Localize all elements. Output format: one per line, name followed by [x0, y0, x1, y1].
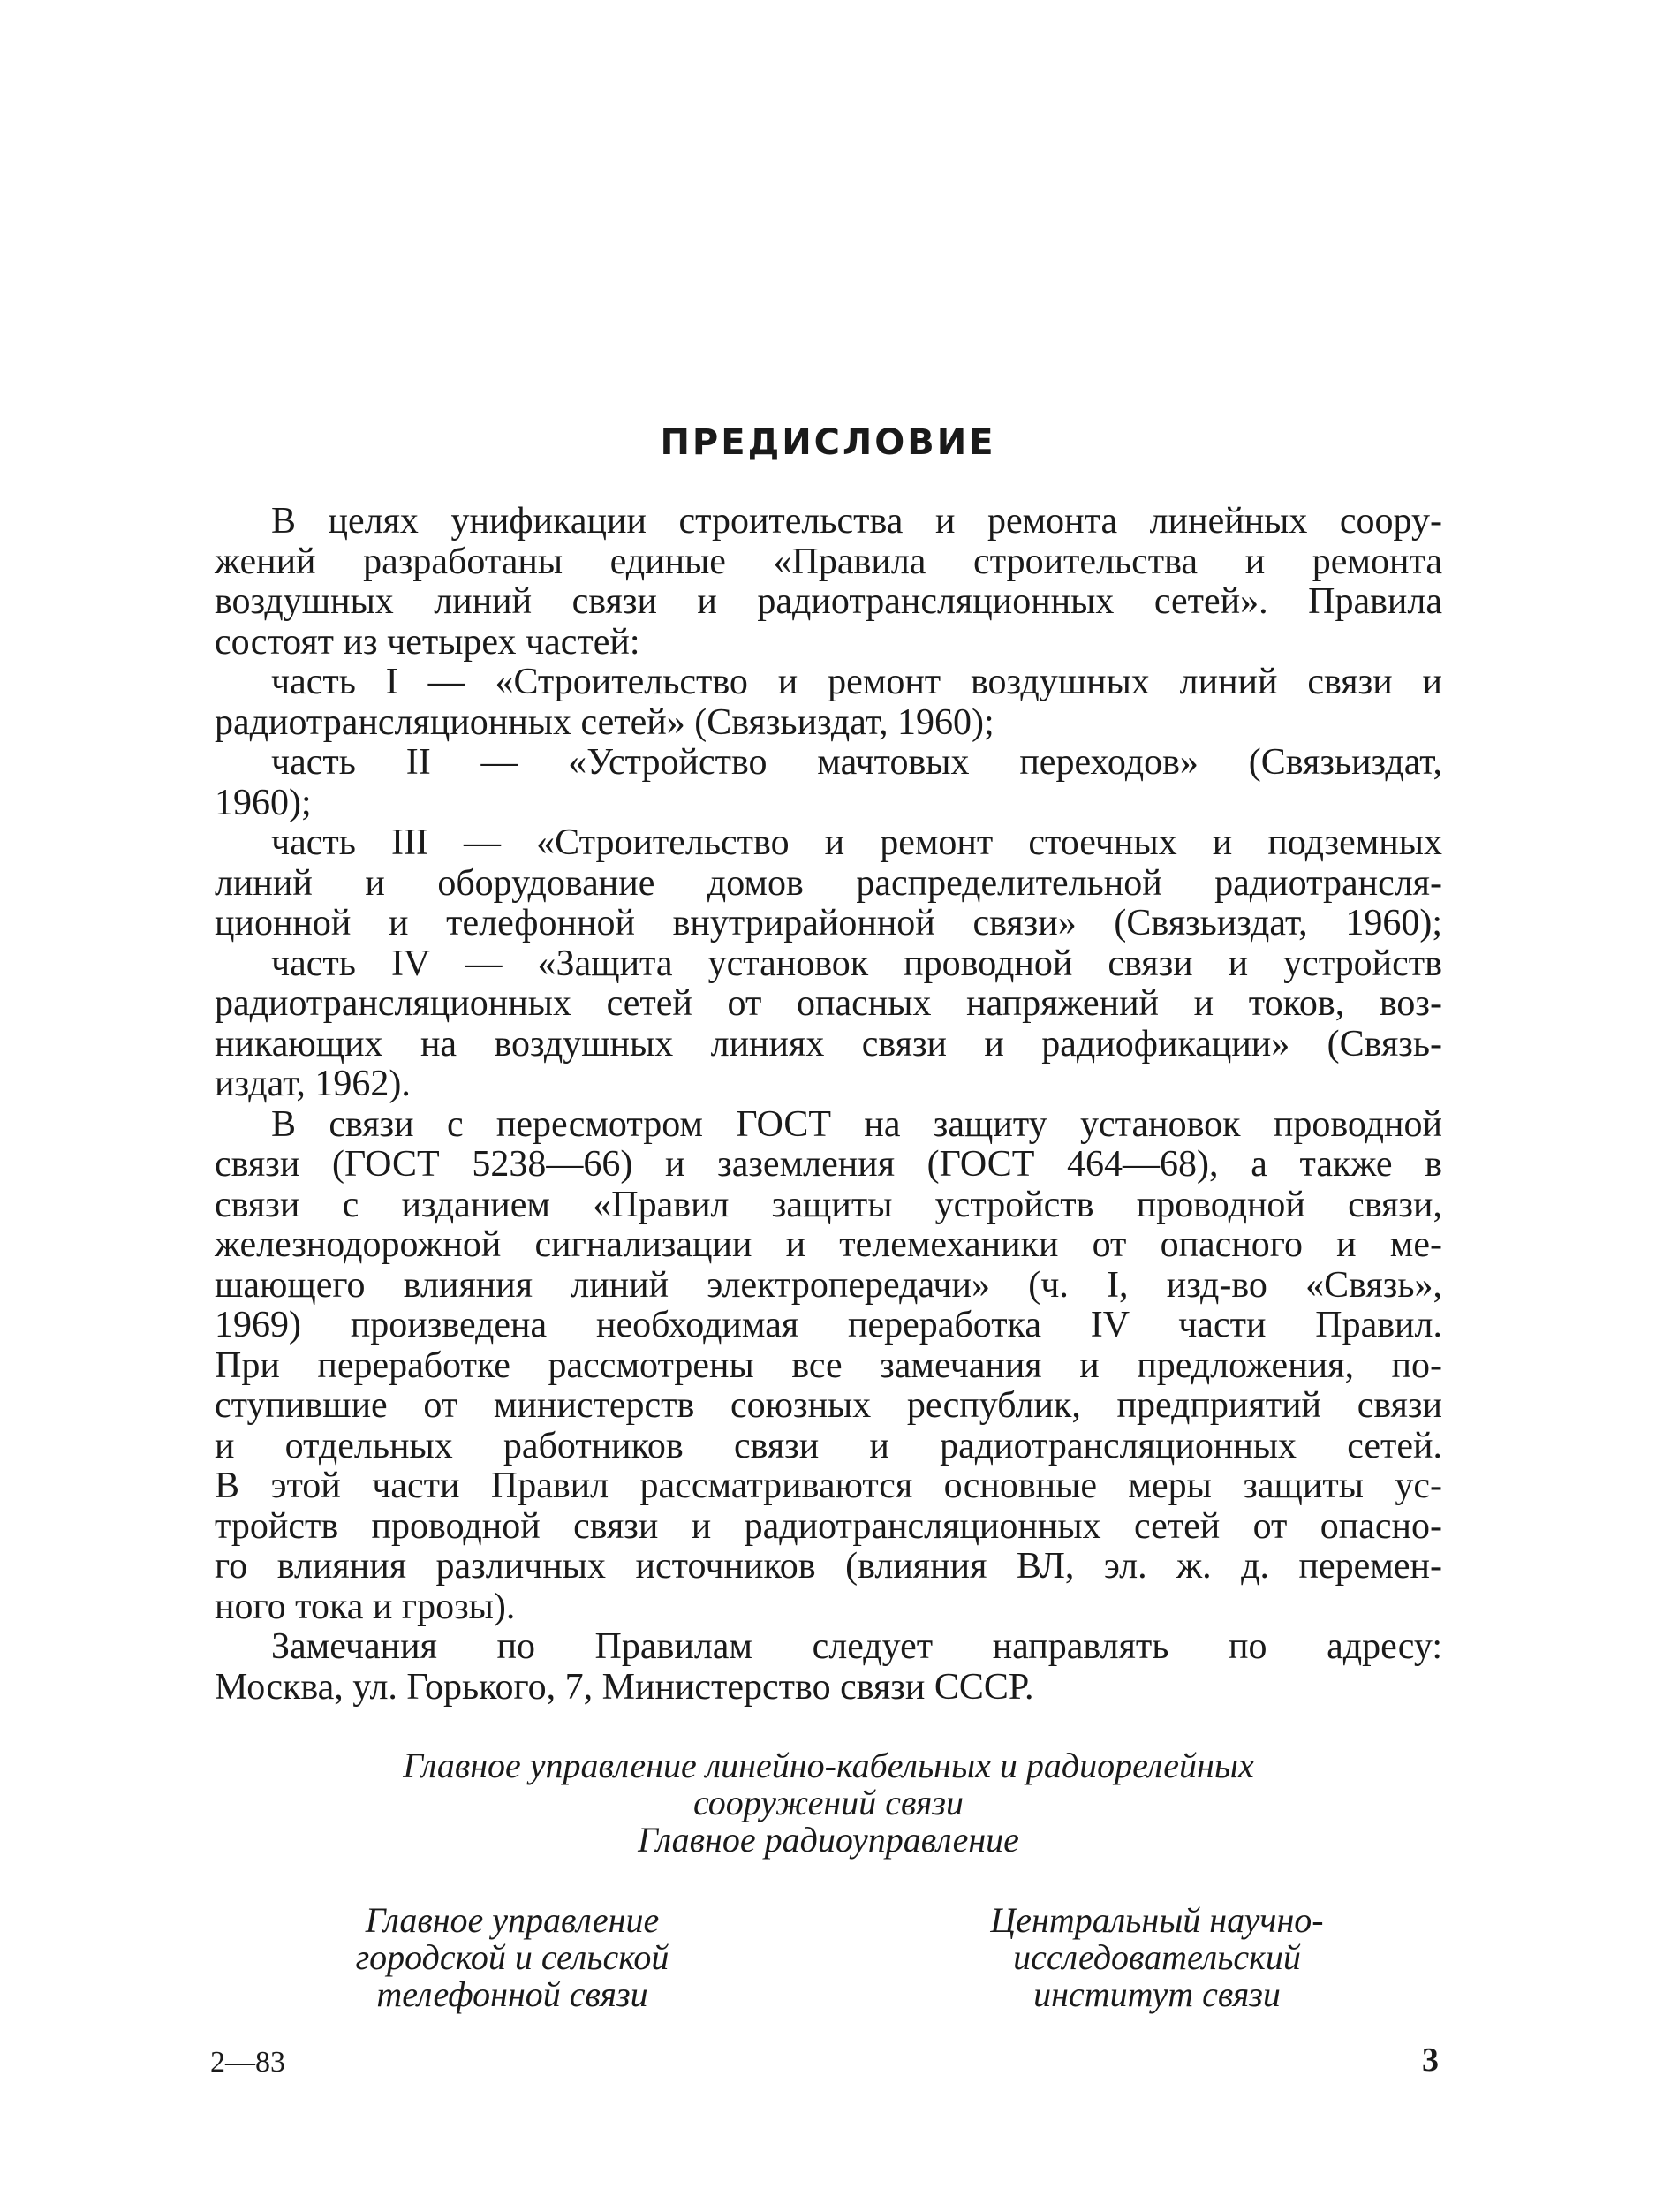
text-line: Замечания по Правилам следует направлять по адресу: — [271, 1626, 1442, 1667]
signature-line: Главное радиоуправление — [638, 1820, 1019, 1860]
text-line: линий и оборудование домов распределительной радиотрансля- — [215, 862, 1442, 904]
text-line: При переработке рассмотрены все замечания и предложения, по- — [215, 1345, 1442, 1386]
signature-line: сооружений связи — [692, 1783, 964, 1822]
signature-line: исследовательский — [1013, 1937, 1301, 1977]
text-line: В целях унификации строительства и ремонта линейных соору- — [271, 501, 1442, 542]
text-line: ционной и телефонной внутрирайонной связи» (Связьиздат, 1960); — [215, 903, 1442, 943]
signature-line: Центральный научно- — [990, 1900, 1324, 1940]
text-line: часть I — «Строительство и ремонт воздушных линий связи и — [271, 662, 1442, 702]
preface-body — [215, 502, 1442, 1708]
signature-main — [215, 1747, 1442, 1859]
text-line: и отдельных работников связи и радиотрансляционных сетей. — [215, 1425, 1442, 1466]
text-line: связи (ГОСТ 5238—66) и заземления (ГОСТ 464—68), а также в — [215, 1144, 1442, 1185]
text-line: Москва, ул. Горького, 7, Министерство связи СССР. — [215, 1666, 1034, 1708]
text-line: издат, 1962). — [215, 1064, 411, 1104]
text-line: радиотрансляционных сетей от опасных напряжений и токов, воз- — [215, 983, 1442, 1024]
text-line: радиотрансляционных сетей» (Связьиздат, 1960); — [215, 701, 994, 743]
text-line: часть II — «Устройство мачтовых переходов» (Связьиздат, — [271, 742, 1442, 783]
text-line: железнодорожной сигнализации и телемеханики от опасного и ме- — [215, 1224, 1442, 1265]
text-line: го влияния различных источников (влияния ВЛ, эл. ж. д. перемен- — [215, 1546, 1442, 1587]
text-line: связи с изданием «Правил защиты устройств проводной связи, — [215, 1184, 1442, 1225]
text-line: никающих на воздушных линиях связи и радиофикации» (Связь- — [215, 1023, 1442, 1064]
text-line: ного тока и грозы). — [215, 1586, 516, 1627]
text-line: часть III — «Строительство и ремонт стоечных и подземных — [271, 822, 1442, 863]
signature-line: институт связи — [1033, 1974, 1281, 2014]
signature-line: городской и сельской — [355, 1937, 669, 1977]
text-line: жений разработаны единые «Правила строительства и ремонта — [215, 541, 1442, 582]
text-line: В связи с пересмотром ГОСТ на защиту установок проводной — [271, 1103, 1442, 1145]
text-line: тройств проводной связи и радиотрансляционных сетей от опасно- — [215, 1505, 1442, 1547]
signature-line: Главное управление — [365, 1900, 660, 1940]
signature-line: Главное управление линейно-кабельных и радиорелейных — [403, 1746, 1254, 1785]
page-title: ПРЕДИСЛОВИЕ — [660, 422, 996, 463]
text-line: В этой части Правил рассматриваются основные меры защиты ус- — [215, 1466, 1442, 1506]
page-number: 3 — [1422, 2042, 1439, 2079]
footer-code: 2—83 — [210, 2046, 285, 2079]
signature-line: телефонной связи — [376, 1974, 648, 2014]
text-line: часть IV — «Защита установок проводной связи и устройств — [271, 943, 1442, 984]
signature-left — [265, 1902, 760, 2013]
text-line: воздушных линий связи и радиотрансляционных сетей». Правила — [215, 581, 1442, 622]
text-line: 1960); — [215, 782, 312, 823]
text-line: состоят из четырех частей: — [215, 621, 640, 663]
text-line: ступившие от министерств союзных республик, предприятий связи — [215, 1385, 1442, 1426]
text-line: шающего влияния линий электропередачи» (ч. I, изд-во «Связь», — [215, 1264, 1442, 1306]
text-line: 1969) произведена необходимая переработка IV части Правил. — [215, 1305, 1442, 1345]
signature-right — [936, 1902, 1378, 2013]
